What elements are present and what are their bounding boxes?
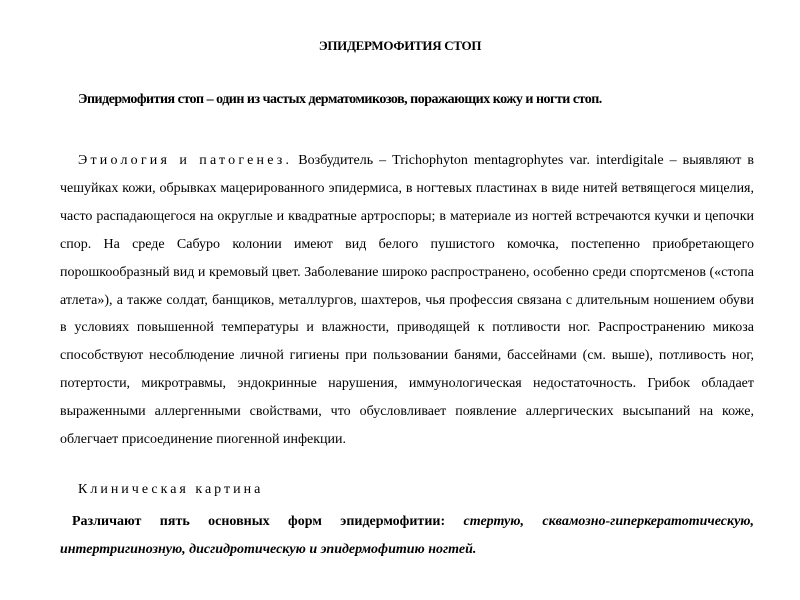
- etiology-heading: Этиология и патогенез.: [78, 153, 293, 168]
- clinical-forms-paragraph: [60, 508, 754, 564]
- clinical-heading: Клиническая картина: [78, 482, 264, 497]
- clinical-forms-list: стертую, сквамозно-гиперкератотическую, интертригинозную, дисгидротическую и эпидермофитию ногтей.: [60, 514, 754, 557]
- page-title: ЭПИДЕРМОФИТИЯ СТОП: [318, 38, 482, 53]
- etiology-paragraph: [60, 147, 754, 454]
- clinical-forms-intro: Различают пять основных форм эпидермофитии:: [72, 514, 464, 529]
- lead-definition: Эпидермофития стоп – один из частых дерматомикозов, поражающих кожу и ногти стоп.: [78, 92, 602, 107]
- etiology-text: Возбудитель – Trichophyton mentagrophytes var. interdigitale – выявляют в чешуйках кожи, обрывках мацерированного эпидермиса, в ногтевых пластинах в виде нитей ветвящегося мицелия, часто распадающегося на округлые и квадратные артроспоры; в материале из ногтей встречаются кучки и цепочки спор. На среде Сабуро колонии имеют вид белого пушистого комочка, постепенно приобретающего порошкообразный вид и кремовый цвет. Заболевание широко распространено, особенно среди спортсменов («стопа атлета»), а также солдат, банщиков, металлургов, шахтеров, чья профессия связана с длительным ношением обуви в условиях повышенной температуры и влажности, приводящей к потливости ног. Распространению микоза способствуют несоблюдение личной гигиены при пользовании банями, бассейнами (см. выше), потливость ног, потертости, микротравмы, эндокринные нарушения, иммунологическая недостаточность. Грибок обладает выраженными аллергенными свойствами, что обусловливает появление аллергических высыпаний на коже, облегчает присоединение пиогенной инфекции.: [60, 153, 754, 448]
